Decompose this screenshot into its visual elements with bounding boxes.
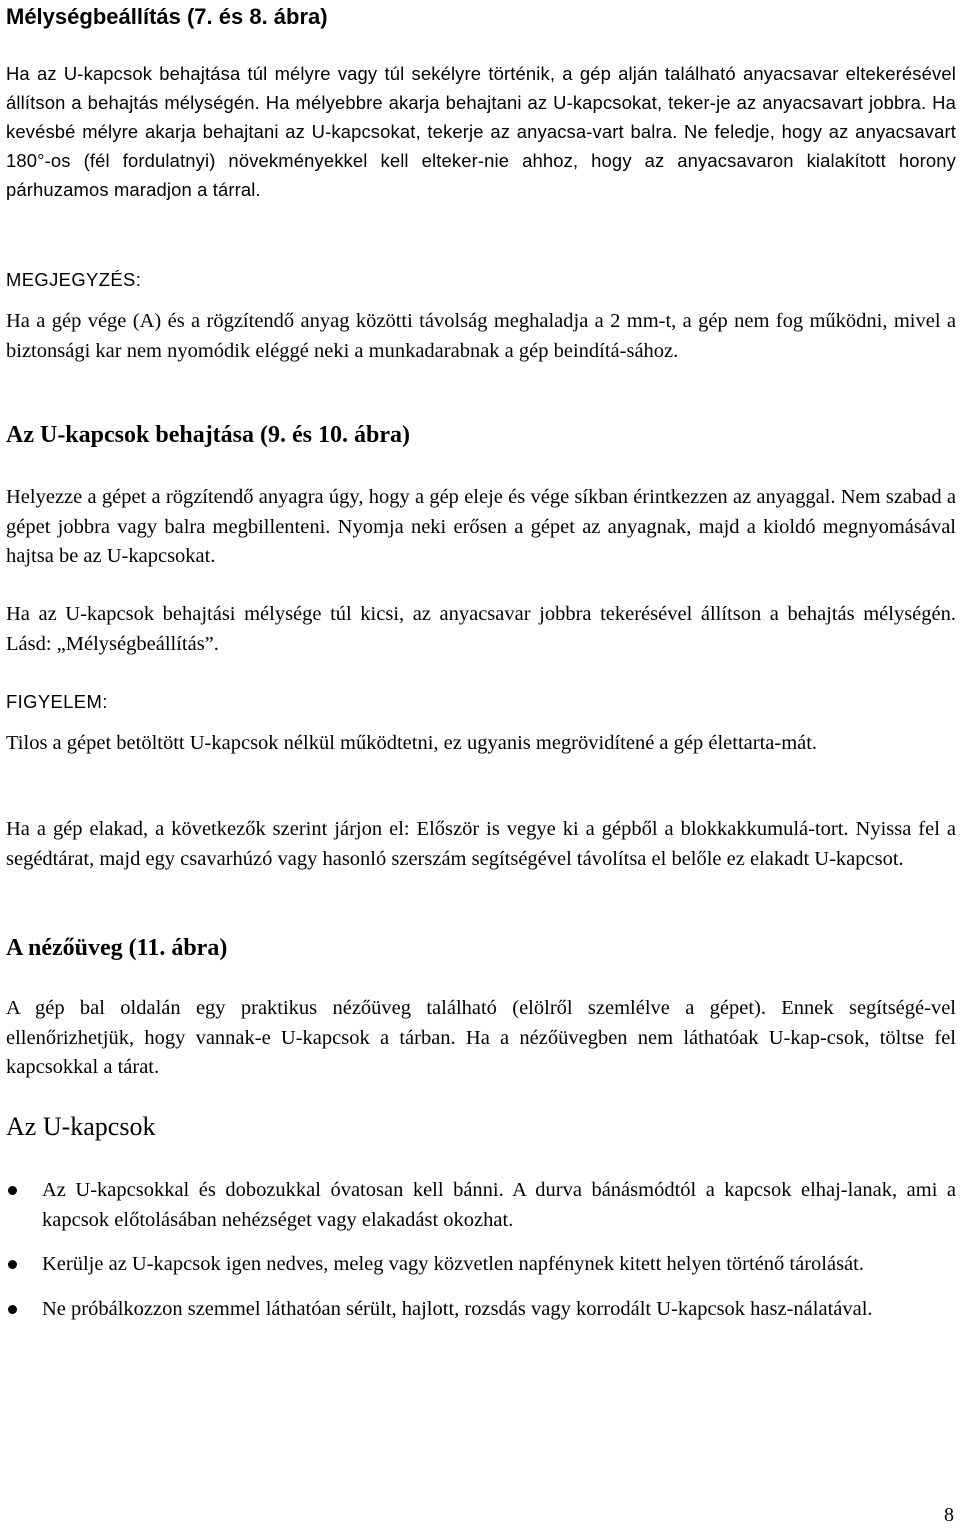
warning-paragraph: Tilos a gépet betöltött U-kapcsok nélkül működtetni, ez ugyanis megrövidítené a gép élettarta-mát. xyxy=(6,732,818,754)
paragraph-depth-setting: Ha az U-kapcsok behajtása túl mélyre vagy túl sekélyre történik, a gép alján található anyacsavar eltekerésével állítson a behajtás mélységén. Ha mélyebbre akarja behajtani az U-kapcsokat, teker-je az anyacsavart jobbra. Ha kevésbé mélyre akarja behajtani az U-kapcsokat, tekerje az anyacsa-vart balra. Ne feledje, hogy az anyacsavart 180°-os (fél fordulatnyi) növekményekkel kell elteker-nie ahhoz, hogy az anyacsavaron kialakított horony párhuzamos maradjon a tárral. xyxy=(6,63,956,200)
heading-driving-staples: Az U-kapcsok behajtása (9. és 10. ábra) xyxy=(6,422,410,448)
paragraph-driving-2: Ha az U-kapcsok behajtási mélysége túl kicsi, az anyacsavar jobbra tekerésével állítson a behajtás mélységén. Lásd: „Mélységbeállítás”. xyxy=(6,603,956,655)
document-page xyxy=(6,0,956,1537)
note-label: MEGJEGYZÉS: xyxy=(6,269,142,290)
paragraph-jam: Ha a gép elakad, a következők szerint járjon el: Először is vegye ki a gépből a blokkakkumulá-tort. Nyissa fel a segédtárat, majd egy csavarhúzó vagy hasonló szerszám segítségével távolítsa el belőle ez elakadt U-kapcsot. xyxy=(6,818,956,870)
bullet-icon xyxy=(8,1260,17,1269)
paragraph-viewing-window: A gép bal oldalán egy praktikus nézőüveg található (elölről szemlélve a gépet). Ennek segítségé-vel ellenőrizhetjük, hogy vannak-e U-kapcsok a tárban. Ha a nézőüvegben nem láthatóak U-kap-csok, töltse fel kapcsokkal a tárat. xyxy=(6,997,956,1078)
note-paragraph: Ha a gép vége (A) és a rögzítendő anyag közötti távolság meghaladja a 2 mm-t, a gép nem fog működni, mivel a biztonsági kar nem nyomódik eléggé neki a munkadarabnak a gép beindítá-sához. xyxy=(6,310,956,362)
heading-viewing-window: A nézőüveg (11. ábra) xyxy=(6,935,228,961)
list-item: Ne próbálkozzon szemmel láthatóan sérült, hajlott, rozsdás vagy korrodált U-kapcsok hasz-nálatával. xyxy=(6,1295,956,1325)
list-item: Az U-kapcsokkal és dobozukkal óvatosan kell bánni. A durva bánásmódtól a kapcsok elhaj-lanak, ami a kapcsok előtolásában nehézséget vagy elakadást okozhat. xyxy=(6,1176,956,1235)
warning-label: FIGYELEM: xyxy=(6,691,108,712)
staples-bullet-list xyxy=(6,1176,956,1324)
heading-depth-setting: Mélységbeállítás (7. és 8. ábra) xyxy=(6,4,328,29)
paragraph-driving-1: Helyezze a gépet a rögzítendő anyagra úgy, hogy a gép eleje és vége síkban érintkezzen az anyaggal. Nem szabad a gépet jobbra vagy balra megbillenteni. Nyomja neki erősen a gépet az anyagnak, majd a kioldó megnyomásával hajtsa be az U-kapcsokat. xyxy=(6,486,956,567)
bullet-icon xyxy=(8,1305,17,1314)
page-number: 8 xyxy=(944,1504,954,1526)
bullet-icon xyxy=(8,1186,17,1195)
list-item: Kerülje az U-kapcsok igen nedves, meleg vagy közvetlen napfénynek kitett helyen történő tárolását. xyxy=(6,1250,956,1280)
heading-staples: Az U-kapcsok xyxy=(6,1112,156,1141)
